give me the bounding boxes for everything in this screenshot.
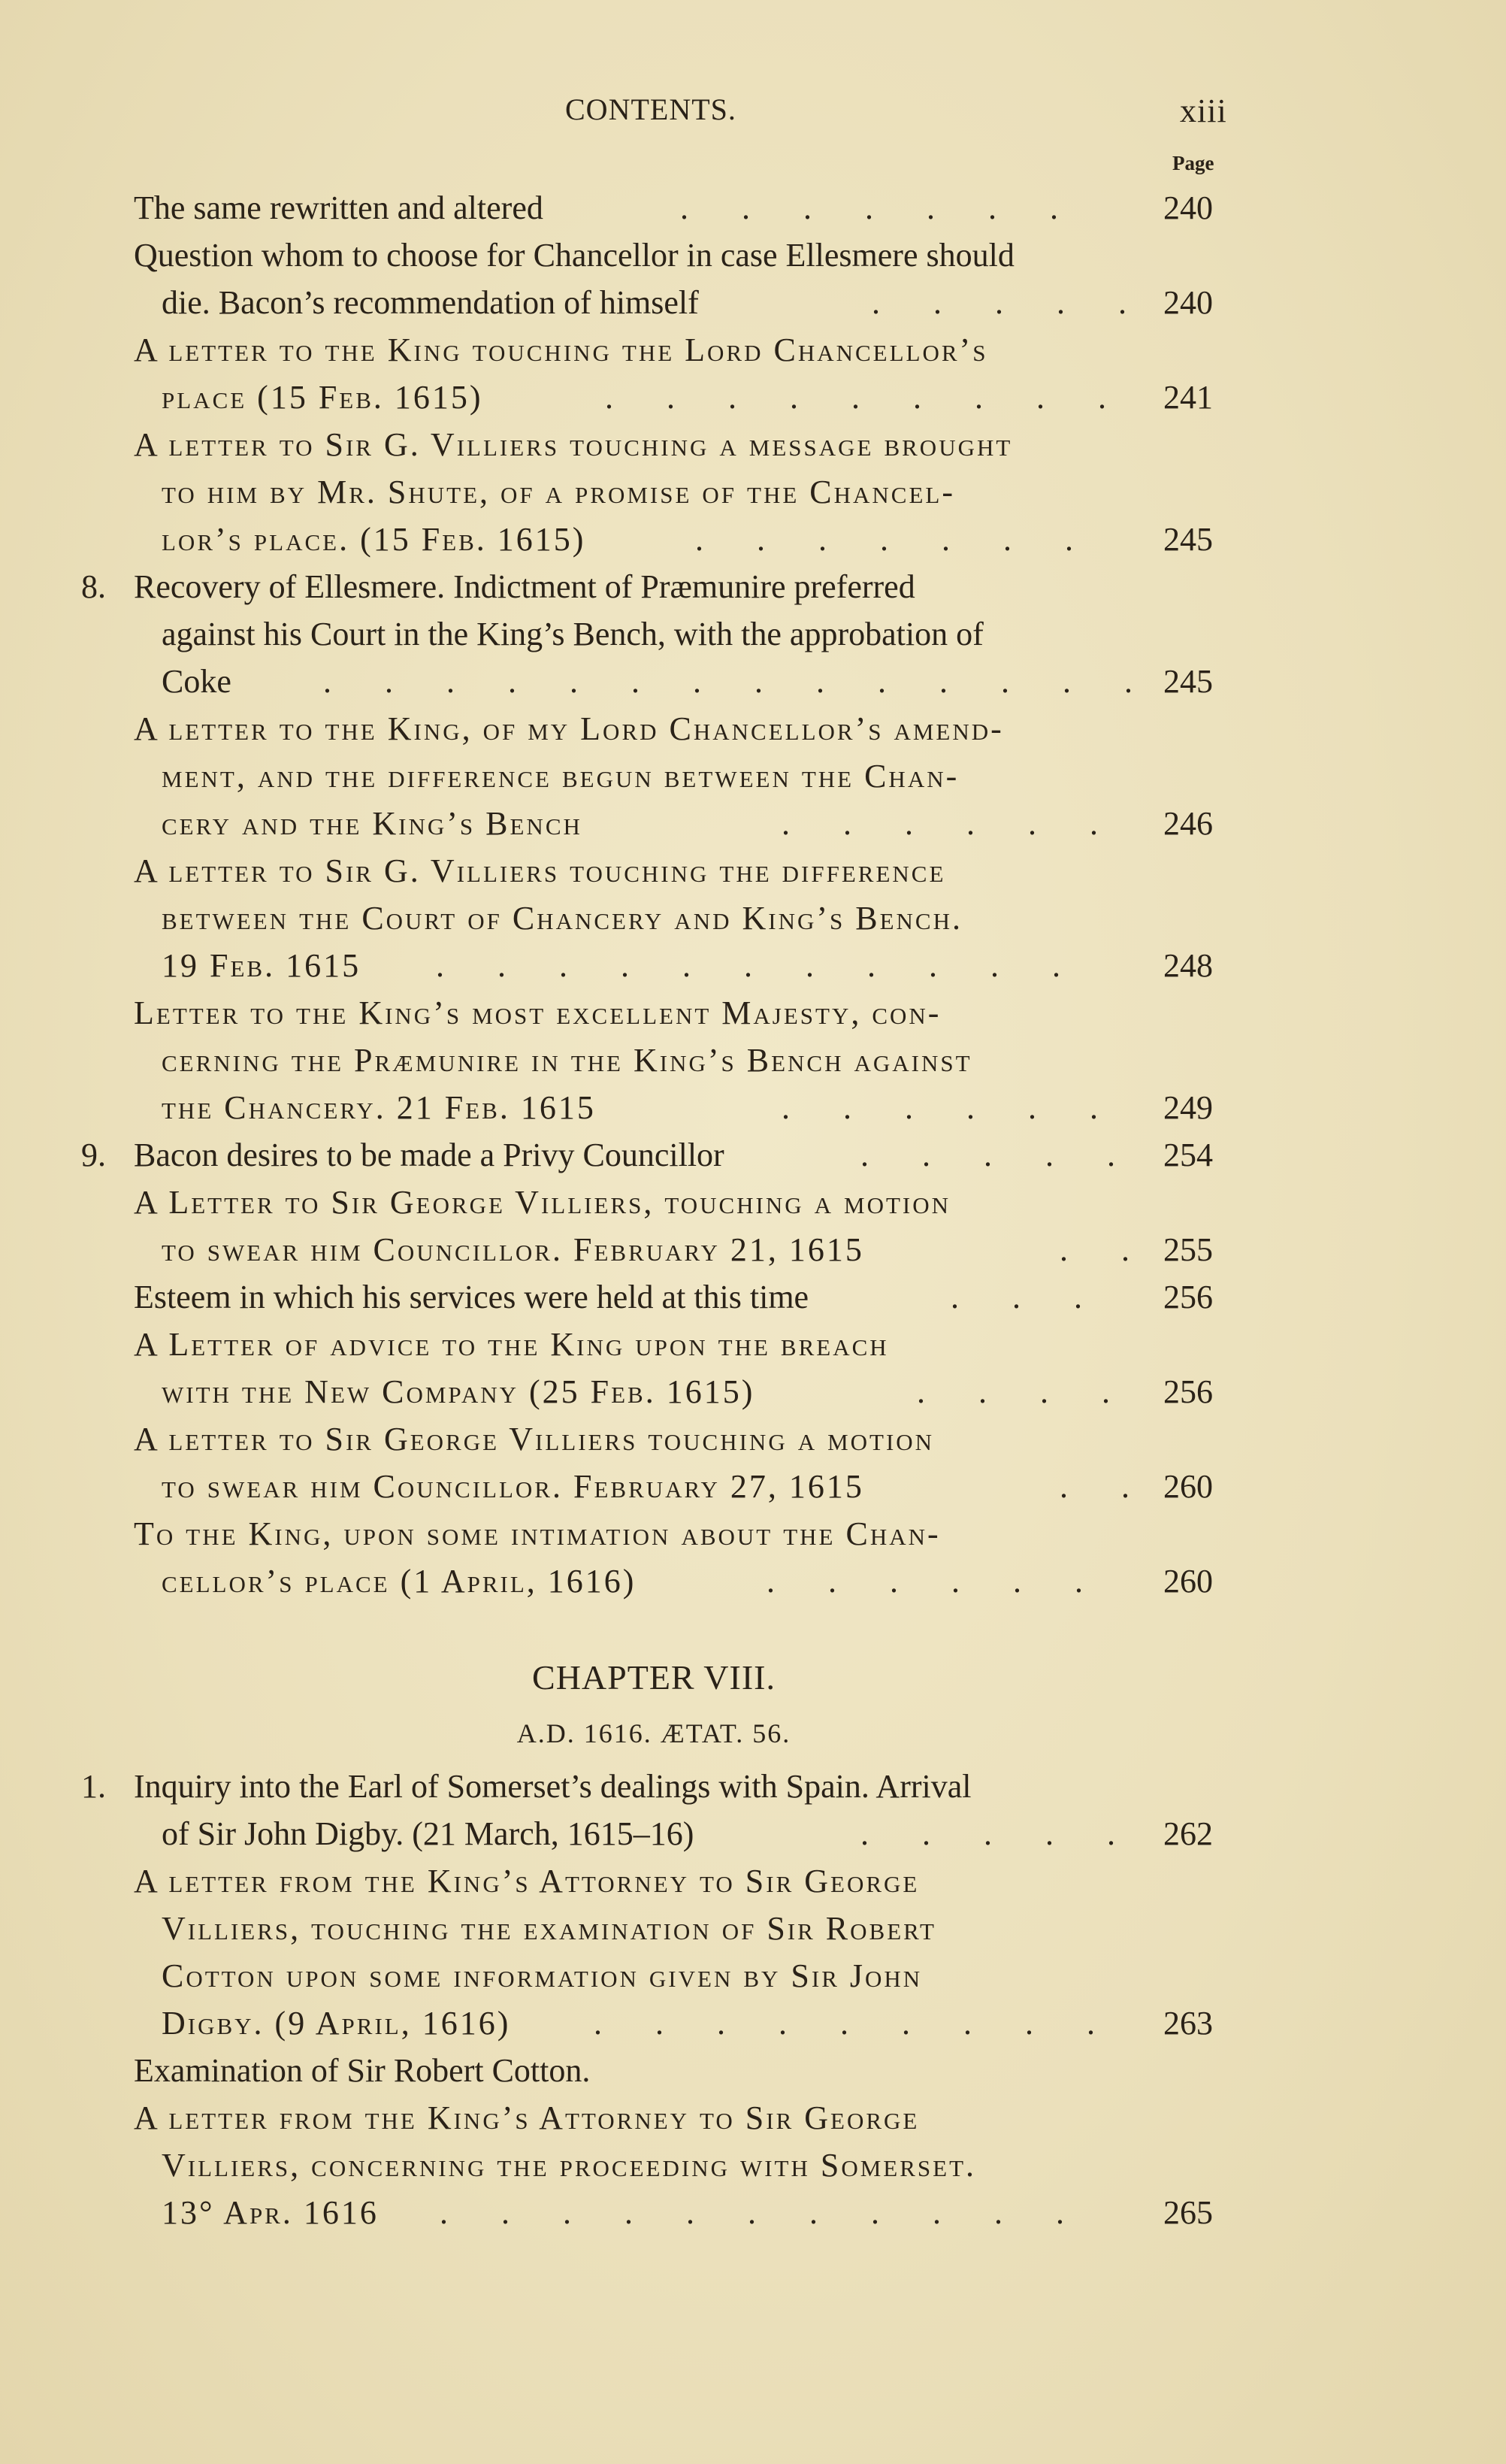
toc-entry: 1. Inquiry into the Earl of Somerset’s dealings with Spain. Arrival [0,1763,1506,1810]
chapter-heading: CHAPTER VIII. [532,1658,776,1697]
toc-entry: A letter to Sir G. Villiers touching a message brought [134,426,1013,463]
page-ref: 265 [1163,2194,1213,2231]
toc-entry: The same rewritten and altered . . . . . . . 240 [0,184,1506,232]
toc-entry: to swear him Councillor. February 21, 1615 . . 255 [0,1226,1506,1273]
toc-entry: A Letter to Sir George Villiers, touching a motion [134,1184,951,1221]
toc-entry: Cotton upon some information given by Sir John [162,1957,923,1994]
toc-entry: To the King, upon some intimation about the Chan- [134,1515,941,1552]
toc-entry: A letter to the King, of my Lord Chancellor’s amend- [134,710,1004,747]
page-ref: 256 [1163,1279,1213,1315]
running-head-title: CONTENTS. [565,92,736,126]
toc-entry: 13° Apr. 1616 . . . . . . . . . . . 265 [0,2189,1506,2236]
toc-entry: Villiers, concerning the proceeding with Somerset. [162,2147,977,2184]
toc-entry: to him by Mr. Shute, of a promise of the Chancel- [162,474,955,510]
toc-entry: 19 Feb. 1615 . . . . . . . . . . . 248 [0,942,1506,989]
toc-entry: A letter to Sir George Villiers touching a motion [134,1421,935,1458]
page-column-label: Page [1172,152,1214,174]
section-number: 8. [81,568,106,605]
page-ref: 263 [1163,2005,1213,2042]
page-ref: 240 [1163,284,1213,321]
page-ref: 255 [1163,1231,1213,1268]
page-ref: 254 [1163,1137,1213,1173]
running-head-page-number: xiii [1180,92,1227,129]
toc-entry: between the Court of Chancery and King’s Bench. [162,900,963,937]
page-ref: 249 [1163,1089,1213,1126]
page-ref: 260 [1163,1468,1213,1505]
toc-entry: lor’s place. (15 Feb. 1615) . . . . . . . 245 [0,516,1506,563]
toc-entry: A letter from the King’s Attorney to Sir George [134,1863,920,1899]
toc-entry: Coke . . . . . . . . . . . . . . 245 [0,658,1506,705]
toc-entry: Examination of Sir Robert Cotton. [134,2052,591,2089]
toc-entry: 8. Recovery of Ellesmere. Indictment of Præmunire preferred [0,563,1506,610]
toc-entry: Esteem in which his services were held at this time . . . 256 [0,1273,1506,1321]
contents-body [0,184,1506,2236]
toc-entry: of Sir John Digby. (21 March, 1615–16) . . . . . 262 [0,1810,1506,1857]
page-ref: 256 [1163,1373,1213,1410]
toc-entry: ment, and the difference begun between the Chan- [162,758,960,795]
page-ref: 262 [1163,1815,1213,1852]
section-number: 9. [81,1137,106,1173]
page-ref: 260 [1163,1563,1213,1600]
toc-entry: cerning the Præmunire in the King’s Bench against [162,1042,972,1079]
toc-entry: die. Bacon’s recommendation of himself . . . . . 240 [0,279,1506,326]
toc-entry: cery and the King’s Bench . . . . . . 246 [0,800,1506,847]
toc-entry: 9. Bacon desires to be made a Privy Councillor . . . . . 254 [0,1131,1506,1179]
toc-entry: place (15 Feb. 1615) . . . . . . . . . 241 [0,374,1506,421]
toc-entry: A letter to Sir G. Villiers touching the difference [134,852,946,889]
page-ref: 240 [1163,189,1213,226]
toc-entry: with the New Company (25 Feb. 1615) . . . . 256 [0,1368,1506,1415]
toc-entry: the Chancery. 21 Feb. 1615 . . . . . . 249 [0,1084,1506,1131]
toc-entry: A Letter of advice to the King upon the breach [134,1326,889,1363]
toc-entry: Question whom to choose for Chancellor in case Ellesmere should [134,237,1015,274]
page-ref: 245 [1163,663,1213,700]
page-ref: 245 [1163,521,1213,558]
section-number: 1. [81,1768,106,1805]
toc-entry: Digby. (9 April, 1616) . . . . . . . . . 263 [0,1999,1506,2047]
page-ref: 248 [1163,947,1213,984]
chapter-date: A.D. 1616. ÆTAT. 56. [516,1718,791,1748]
toc-entry: Villiers, touching the examination of Sir Robert [162,1910,936,1947]
toc-entry: cellor’s place (1 April, 1616) . . . . . . 260 [0,1557,1506,1605]
toc-entry: against his Court in the King’s Bench, with the approbation of [162,616,984,652]
page-ref: 246 [1163,805,1213,842]
toc-entry: Letter to the King’s most excellent Majesty, con- [134,994,942,1031]
page-ref: 241 [1163,379,1213,416]
toc-entry: A letter to the King touching the Lord Chancellor’s [134,331,988,368]
toc-entry: A letter from the King’s Attorney to Sir George [134,2099,920,2136]
toc-entry: to swear him Councillor. February 27, 1615 . . 260 [0,1463,1506,1510]
